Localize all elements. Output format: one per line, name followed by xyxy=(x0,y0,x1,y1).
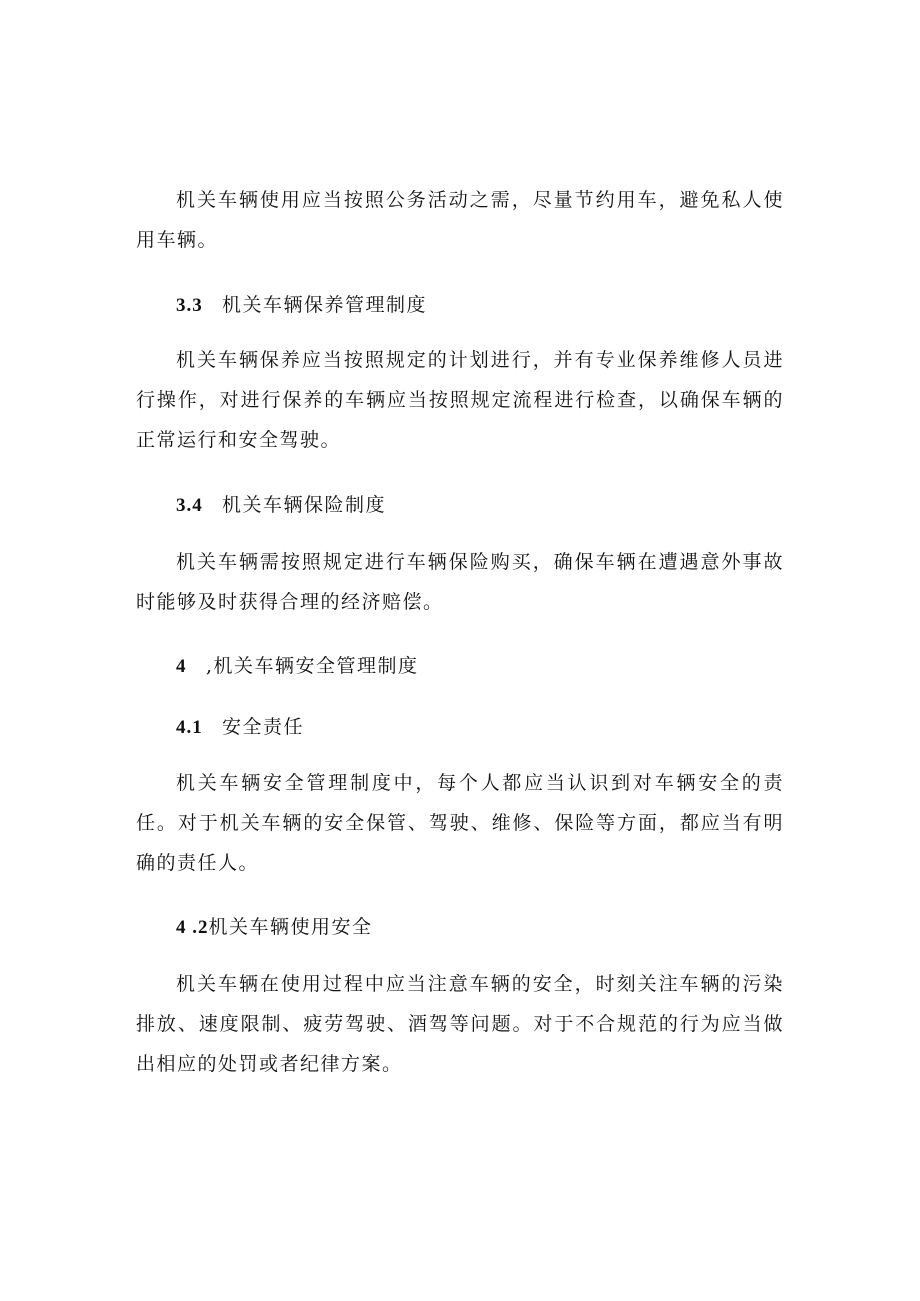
section-number: 4.1 xyxy=(176,717,203,738)
paragraph-safety-responsibility: 机关车辆安全管理制度中，每个人都应当认识到对车辆安全的责任。对于机关车辆的安全保管、驾驶、维修、保险等方面，都应当有明确的责任人。 xyxy=(136,772,784,874)
section-title: 机关车辆保养管理制度 xyxy=(222,294,428,316)
section-heading-3-4 xyxy=(176,490,386,521)
section-number: 3.4 xyxy=(176,495,203,516)
section-title: ,机关车辆安全管理制度 xyxy=(206,655,419,677)
section-heading-3-3 xyxy=(176,290,427,321)
paragraph-maintenance: 机关车辆保养应当按照规定的计划进行，并有专业保养维修人员进行操作，对进行保养的车辆应当按照规定流程进行检查，以确保车辆的正常运行和安全驾驶。 xyxy=(136,349,784,451)
paragraph-vehicle-use: 机关车辆使用应当按照公务活动之需，尽量节约用车，避免私人使用车辆。 xyxy=(136,189,784,251)
section-heading-4-1 xyxy=(176,712,304,743)
section-heading-4 xyxy=(176,651,419,682)
section-heading-4-2 xyxy=(176,912,373,943)
section-title: 机关车辆使用安全 xyxy=(208,916,373,938)
paragraph-insurance: 机关车辆需按照规定进行车辆保险购买，确保车辆在遭遇意外事故时能够及时获得合理的经济赔偿。 xyxy=(136,551,784,613)
paragraph-usage-safety: 机关车辆在使用过程中应当注意车辆的安全，时刻关注车辆的污染排放、速度限制、疲劳驾驶、酒驾等问题。对于不合规范的行为应当做出相应的处罚或者纪律方案。 xyxy=(136,973,784,1075)
section-number: 4 .2 xyxy=(176,917,209,938)
section-number: 3.3 xyxy=(176,295,203,316)
section-title: 安全责任 xyxy=(222,716,305,738)
section-title: 机关车辆保险制度 xyxy=(222,494,387,516)
section-number: 4 xyxy=(176,656,187,677)
